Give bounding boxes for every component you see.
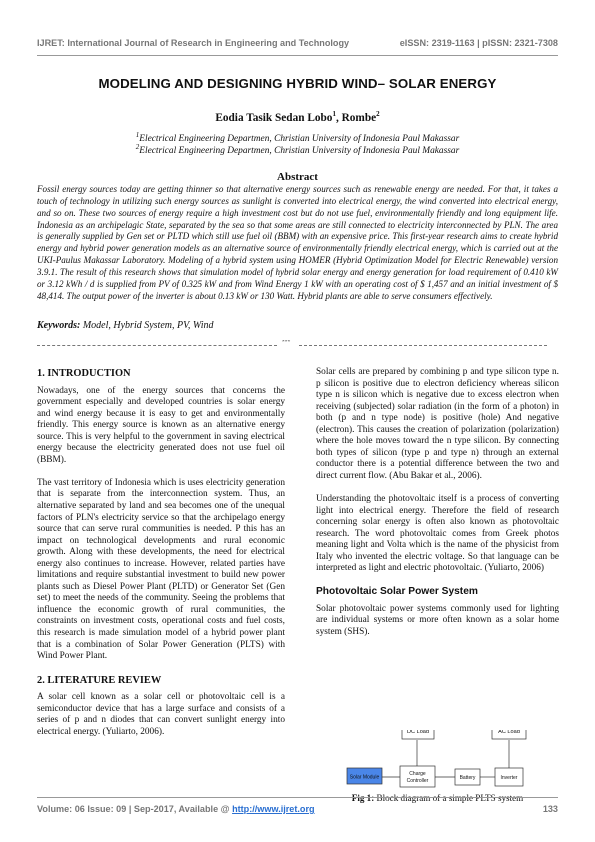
- journal-name: IJRET: International Journal of Research in Engineering and Technology: [37, 38, 350, 48]
- heading-pv-system: Photovoltaic Solar Power System: [316, 586, 478, 598]
- ac-load-label: AC Load: [498, 730, 520, 735]
- issn: eISSN: 2319-1163 | pISSN: 2321-7308: [399, 38, 558, 48]
- keywords-label: Keywords:: [37, 320, 81, 331]
- intro-paragraph-1: Nowadays, one of the energy sources that concerns the government especially and developed countries is solar energy and wind energy because it is easy to get and environmentally friendly. This energy source is known as an alternative energy source. This is very helpful to the government in saving electrical energy because the electricity generated does not use fuel oil (BBM).: [37, 385, 285, 465]
- page-number: 133: [542, 804, 558, 814]
- footer-url-link[interactable]: http://www.ijret.org: [232, 804, 315, 814]
- right-paragraph-2: Understanding the photovoltaic itself is a process of converting light into electrical energy. Therefore the field of research concerning solar energy is often also known as photovoltaic research. The word photovoltaic comes from Greek photos meaning light and Volta which is the name of the physicist from Italy who invented the electric voltage. So that language can be interpreted as light and electric photovoltaic. (Yuliarto, 2006): [316, 493, 559, 574]
- figure-caption: [316, 793, 559, 803]
- right-paragraph-1: Solar cells are prepared by combining p and type silicon type n. p silicon is positive due to electron deficiency whereas silicon type n is silicon which is negative due to excess electron when receiving (subjected) solar radiation (in the form of a photon) in both (p and n type node) is positive (hole) And negative (electron). This causes the creation of polarization (polarization) where the hole moves toward the n type silicon. By connecting both types of silicon (type p and type n) through an external conductor there is a potential difference between the two and direct current flow. (Abu Bakar et al., 2006).: [316, 367, 559, 481]
- keywords: [37, 320, 558, 331]
- affiliation-2-text: Electrical Engineering Departmen, Christian University of Indonesia Paul Makassar: [139, 146, 460, 156]
- right-column: [316, 367, 559, 650]
- affiliation-2: [37, 142, 558, 156]
- affiliation-1-sup: 1: [135, 130, 140, 139]
- affiliation-2-sup: 2: [135, 142, 140, 151]
- literature-paragraph-1: A solar cell known as a solar cell or photovoltaic cell is a semiconductor device that has a large surface and consists of a series of p and n diodes that can convert sunlight energy into electrical energy. (Yuliarto, 2006).: [37, 692, 285, 737]
- heading-introduction: 1. INTRODUCTION: [37, 368, 131, 379]
- separator-stars: ***: [282, 340, 291, 346]
- separator-dash-right: [299, 345, 547, 346]
- heading-literature-review: 2. LITERATURE REVIEW: [37, 674, 162, 686]
- footer-rule: [37, 797, 558, 798]
- abstract-heading: Abstract: [277, 171, 318, 183]
- keywords-text: Model, Hybrid System, PV, Wind: [82, 320, 214, 331]
- charge-controller-label-1: Charge: [409, 771, 426, 777]
- dc-load-label: DC Load: [406, 730, 430, 735]
- footer-volume-text: Volume: 06 Issue: 09 | Sep-2017, Available @: [37, 804, 233, 814]
- author-2-sup: 2: [376, 110, 380, 119]
- running-header: [37, 38, 558, 52]
- header-rule: [37, 55, 558, 56]
- block-diagram: [345, 730, 550, 790]
- author-separator: ,: [335, 112, 342, 124]
- block-diagram-svg: [345, 730, 550, 790]
- figure-caption-label: Fig 1:: [351, 793, 375, 803]
- section-separator: [37, 340, 558, 350]
- author-1: Eodia Tasik Sedan Lobo: [215, 112, 333, 124]
- right-paragraph-3: Solar photovoltaic power systems commonly used for lighting are individual systems or more often known as a solar home system (SHS).: [316, 603, 559, 637]
- author-1-sup: 1: [332, 110, 336, 119]
- affiliation-1-text: Electrical Engineering Departmen, Christian University of Indonesia Paul Makassar: [139, 134, 460, 144]
- abstract-text: Fossil energy sources today are getting thinner so that alternative energy sources such as renewable energy are needed. For that, it takes a touch of technology in utilizing such energy sources as sunlight is converted into electrical energy, the wind converted into electrical energy, and so on. These two sources of energy require a high investment cost but do not use fuel, environmentally friendly and long equipment life. Indonesia as an archipelagic State, separated by the sea so that some areas are still connected to electricity interconnected by PLN. The area is generally supplied by Gen set or PLTD which still use fuel oil (BBM) with an expensive price. This first-year research aims to create hybrid energy and hybrid power generation models as an alternative source of environmentally friendly electrical energy, which is carried out at the UKI-Paulus Makassar Laboratory. Modeling of a hybrid system using HOMER (Hybrid Optimization Model for Electric Renewable) version 3.9.1. The result of this research shows that simulation model of hybrid solar energy and energy generation for load requirement of 0.410 kW or 3.12 kWh / d is supplied from PV of 0.325 kW and from Wind Energy 1 kW with an operating cost of $ 1,457 and an initial investment of $ 48,414. The output power of the inverter is about 0.13 kW or 130 Watt. Hybrid plants are able to serve consumers effectively.: [37, 184, 558, 301]
- charge-controller-label-2: Controller: [406, 778, 429, 784]
- paper-title: MODELING AND DESIGNING HYBRID WIND– SOLAR ENERGY: [98, 76, 497, 91]
- affiliation-1: [37, 130, 558, 144]
- solar-module-label: Solar Module: [349, 774, 380, 781]
- author-list: [37, 112, 558, 124]
- figure-caption-text: Block diagram of a simple PLTS system: [374, 793, 524, 803]
- footer-volume: [37, 804, 315, 814]
- left-column: [37, 368, 285, 750]
- battery-label: Battery: [459, 775, 476, 781]
- inverter-label: Inverter: [500, 775, 518, 781]
- intro-paragraph-2: The vast territory of Indonesia which is uses electricity generation that is separate from the interconnection system. Thus, an alternative separated by land and sea becomes one of the unequal factors of PLN's electricity service so that the archipelago energy source that can serve rural communities is needed. P this has an impact on technological developments and rural economic growth. Along with these developments, the need for electrical energy also continues to increase. However, related parties have limitations and require substantial investment to build new power plants such as Diesel Power Plant (PLTD) or Generator Set (Gen set) to meet the needs of the community. Seeing the problems that influence the economic growth of rural communities, the constraints on investment costs, operational costs and fuel costs, this research is made simulation model of a hybrid power plant that is a combination of Solar Power Generation (PLTS) with Wind Power Plant.: [37, 477, 285, 662]
- separator-dash-left: [37, 345, 277, 346]
- author-2: Rombe: [341, 112, 377, 124]
